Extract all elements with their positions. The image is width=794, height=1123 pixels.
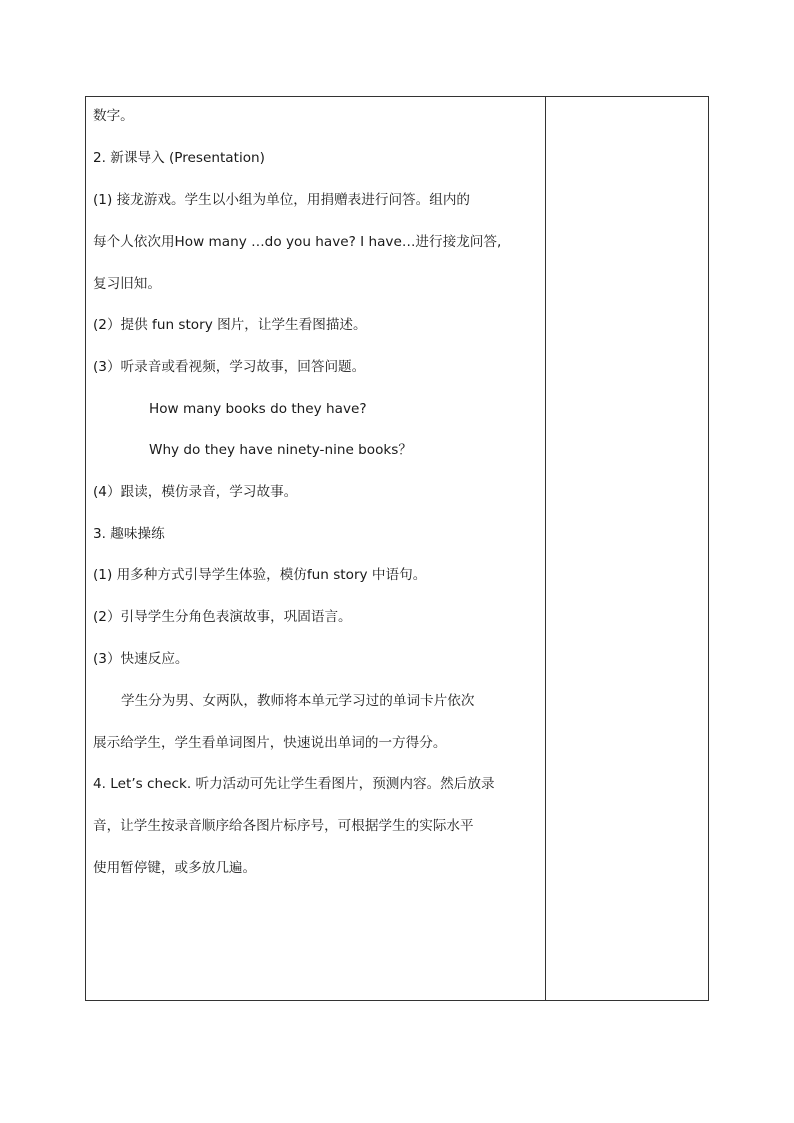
text-line: (4）跟读，模仿录音，学习故事。 <box>93 484 298 500</box>
text-line: 每个人依次用How many …do you have? I have…进行接龙问答, <box>93 234 502 250</box>
text-line: (1) 接龙游戏。学生以小组为单位，用捐赠表进行问答。组内的 <box>93 192 471 208</box>
question-line: Why do they have ninety-nine books？ <box>149 442 412 458</box>
section-heading-check: 4. Let’s check. 听力活动可先让学生看图片，预测内容。然后放录 <box>93 776 495 792</box>
text-line: (2）提供 fun story 图片，让学生看图描述。 <box>93 317 367 333</box>
text-line: 使用暂停键，或多放几遍。 <box>93 860 257 876</box>
text-line: 学生分为男、女两队，教师将本单元学习过的单词卡片依次 <box>121 693 475 709</box>
section-heading-presentation: 2. 新课导入 (Presentation) <box>93 150 265 166</box>
section-heading-practice: 3. 趣味操练 <box>93 526 165 542</box>
text-line: 复习旧知。 <box>93 276 161 292</box>
text-line: 展示给学生，学生看单词图片，快速说出单词的一方得分。 <box>93 735 447 751</box>
notes-cell <box>546 97 708 1000</box>
text-line: (1) 用多种方式引导学生体验，模仿fun story 中语句。 <box>93 567 427 583</box>
text-line: (3）听录音或看视频，学习故事，回答问题。 <box>93 359 366 375</box>
text-line: (2）引导学生分角色表演故事，巩固语言。 <box>93 609 352 625</box>
text-line: (3）快速反应。 <box>93 651 189 667</box>
lesson-plan-table <box>85 96 709 1001</box>
text-line: 音，让学生按录音顺序给各图片标序号，可根据学生的实际水平 <box>93 818 474 834</box>
text-line: 数字。 <box>93 108 134 124</box>
question-line: How many books do they have? <box>149 401 367 417</box>
